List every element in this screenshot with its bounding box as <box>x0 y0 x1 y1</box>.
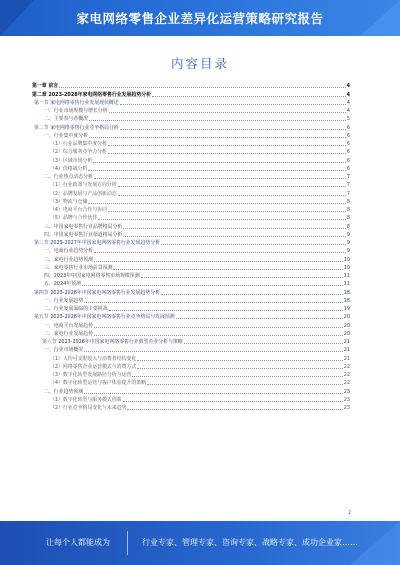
toc-entry-text: 第六节 2023-2028年中国家电网络零售行业典型企业分析与策略 <box>42 339 183 345</box>
toc-entry[interactable] <box>32 198 350 206</box>
toc-entry[interactable] <box>32 222 350 230</box>
toc-entry[interactable] <box>32 99 350 107</box>
toc-leader-dots <box>152 96 346 97</box>
toc-leader-dots <box>94 261 343 262</box>
toc-entry[interactable] <box>32 123 350 131</box>
toc-entry-page: 4 <box>346 99 350 106</box>
toc-entry-text: 第四节 2023-2028年中国家电网络零售行业发展趋势分析 <box>34 289 161 296</box>
footer-slogan-right: 行业专家、管理专家、咨询专家、战略专家、成功企业家…… <box>142 538 358 547</box>
toc-entry-page: 9 <box>346 231 350 238</box>
toc-entry-page: 6 <box>346 149 350 156</box>
toc-entry-text: 一、行业市场概况 <box>44 347 84 354</box>
toc-entry-text: 二、行业热点动态分析 <box>44 174 93 180</box>
toc-leader-dots <box>137 360 343 361</box>
toc-leader-dots <box>82 285 343 286</box>
toc-entry-page: 7 <box>346 174 350 180</box>
toc-entry[interactable] <box>32 396 350 404</box>
toc-leader-dots <box>94 327 343 328</box>
toc-entry-page: 23 <box>343 405 350 411</box>
toc-entry-page: 4 <box>346 108 350 114</box>
toc-entry-text: （4）电商平台合作与协同 <box>50 207 107 213</box>
toc-entry-page: 4 <box>346 83 350 90</box>
toc-entry[interactable] <box>32 264 350 272</box>
toc-leader-dots <box>94 178 346 179</box>
toc-entry-page: 5 <box>346 116 350 123</box>
toc-entry-page: 22 <box>343 363 350 370</box>
toc-entry-text: 三、家电零售行业市场前景预测 <box>44 264 113 271</box>
toc-entry[interactable] <box>32 354 350 362</box>
toc-leader-dots <box>108 211 346 212</box>
toc-leader-dots <box>161 244 346 245</box>
toc-leader-dots <box>84 393 343 394</box>
toc-entry[interactable] <box>32 313 350 321</box>
report-title: 家电网络零售企业差异化运营策略研究报告 <box>76 11 324 26</box>
toc-entry-text: 第一章 前言 <box>32 83 59 90</box>
toc-entry[interactable] <box>32 288 350 296</box>
table-of-contents <box>32 82 350 412</box>
toc-entry[interactable] <box>32 297 350 305</box>
toc-entry-page: 11 <box>343 281 350 288</box>
toc-leader-dots <box>113 269 342 270</box>
toc-entry[interactable] <box>32 255 350 263</box>
toc-leader-dots <box>59 87 345 88</box>
toc-leader-dots <box>88 170 346 171</box>
toc-entry-text: 二、行业发展面临的主要挑战 <box>44 306 108 312</box>
toc-entry[interactable] <box>32 247 350 255</box>
toc-leader-dots <box>109 310 343 311</box>
toc-entry[interactable] <box>32 189 350 197</box>
toc-entry-page: 7 <box>346 182 350 189</box>
toc-entry-text: 五、2024年预测 <box>44 281 81 288</box>
toc-leader-dots <box>176 318 343 319</box>
toc-entry-text: 第二节 家电网络零售行业竞争格局分析 <box>34 124 119 131</box>
toc-entry-text: 一、电商平台发展趋势 <box>44 322 93 329</box>
page-number: 2 <box>348 511 351 516</box>
toc-entry[interactable] <box>32 305 350 313</box>
toc-leader-dots <box>120 129 346 130</box>
toc-entry-page: 9 <box>346 248 350 255</box>
toc-entry-text: 二、主要参与者概况 <box>44 116 89 123</box>
toc-entry[interactable] <box>32 148 350 156</box>
toc-entry-text: （4）数字化转型运营与客户体验提升的策略 <box>50 380 147 387</box>
toc-entry-page: 18 <box>343 289 350 296</box>
toc-entry-text: 第一节 家电网络零售行业发展现状概述 <box>34 99 119 106</box>
toc-entry-page: 7 <box>346 190 350 197</box>
toc-entry-page: 11 <box>343 273 350 279</box>
toc-title: 内容目录 <box>170 56 229 71</box>
footer-divider <box>127 531 128 555</box>
toc-entry[interactable] <box>32 239 350 247</box>
toc-entry[interactable] <box>32 214 350 222</box>
toc-entry-text: （1）人均可支配收入与消费者结构变化 <box>50 355 137 362</box>
toc-leader-dots <box>118 195 346 196</box>
toc-entry-page: 10 <box>343 264 350 271</box>
toc-leader-dots <box>161 294 343 295</box>
toc-entry[interactable] <box>32 363 350 371</box>
toc-entry[interactable] <box>32 90 350 98</box>
toc-leader-dots <box>147 384 343 385</box>
toc-leader-dots <box>123 228 346 229</box>
toc-entry-text: 四、中国家电零售行业渠道格局分析 <box>44 231 123 238</box>
toc-entry-text: 一、电商行业趋势分析 <box>44 248 93 255</box>
toc-entry[interactable] <box>32 330 350 338</box>
toc-entry[interactable] <box>32 280 350 288</box>
page-header <box>0 0 400 36</box>
toc-entry-page: 20 <box>343 330 350 337</box>
toc-entry[interactable] <box>32 321 350 329</box>
toc-entry[interactable] <box>32 140 350 148</box>
toc-entry-text: （2）行业竞争格局变化与未来趋势 <box>50 405 127 411</box>
toc-entry[interactable] <box>32 371 350 379</box>
toc-entry-text: 第二章 2023-2028年家电网络零售行业发展趋势分析 <box>32 91 151 98</box>
toc-entry-page: 23 <box>343 388 350 395</box>
toc-entry-text: 三、中国家电零售行业品牌格局分析 <box>44 223 123 230</box>
toc-entry[interactable] <box>32 338 350 346</box>
toc-entry-page: 6 <box>346 132 350 139</box>
toc-entry-text: （4）价格战分析 <box>50 165 88 172</box>
toc-leader-dots <box>93 162 346 163</box>
toc-entry-text: （5）品牌与合作伙伴 <box>50 215 98 222</box>
toc-entry-page: 18 <box>343 297 350 304</box>
toc-entry[interactable] <box>32 387 350 395</box>
toc-leader-dots <box>98 219 346 220</box>
toc-entry-text: （1）行业政策与发展方向分析 <box>50 182 117 189</box>
toc-entry[interactable] <box>32 346 350 354</box>
toc-leader-dots <box>108 153 346 154</box>
toc-entry-text: （1）数字化转型与服务模式创新 <box>50 396 122 403</box>
toc-entry-page: 8 <box>346 223 350 230</box>
toc-leader-dots <box>120 104 346 105</box>
toc-leader-dots <box>94 252 346 253</box>
toc-entry-text: （2）综合服务竞争力分析 <box>50 149 107 156</box>
page-footer <box>0 521 400 565</box>
toc-entry-page: 21 <box>343 339 350 345</box>
toc-entry-page: 8 <box>346 215 350 222</box>
toc-leader-dots <box>109 112 346 113</box>
toc-entry-page: 21 <box>343 355 350 362</box>
toc-entry[interactable] <box>32 173 350 181</box>
toc-leader-dots <box>88 203 346 204</box>
toc-entry-text: （3）数字化转型发展路径分析与运营 <box>50 372 132 378</box>
toc-entry[interactable] <box>32 206 350 214</box>
toc-entry[interactable] <box>32 272 350 280</box>
toc-leader-dots <box>127 409 342 410</box>
toc-entry-page: 22 <box>343 380 350 387</box>
toc-entry[interactable] <box>32 82 350 90</box>
toc-entry[interactable] <box>32 404 350 412</box>
toc-entry[interactable] <box>32 165 350 173</box>
toc-entry-text: （3）区域市场分析 <box>50 157 93 164</box>
toc-leader-dots <box>123 401 343 402</box>
toc-entry-text: 二、家电行业趋势预测 <box>44 256 93 263</box>
toc-entry-text: （3）物流与仓储 <box>50 198 88 205</box>
toc-entry-text: （2）网络零售企业运营模式与消费方式 <box>50 363 137 370</box>
toc-entry-text: （2）品牌发展与产品创新动态 <box>50 190 117 197</box>
toc-entry-page: 20 <box>343 314 350 321</box>
toc-entry[interactable] <box>32 132 350 140</box>
toc-entry-text: 二、行业趋势预测 <box>44 388 84 395</box>
toc-entry-page: 6 <box>346 165 350 172</box>
toc-entry-page: 6 <box>346 141 350 147</box>
toc-entry-page: 9 <box>346 240 350 246</box>
toc-leader-dots <box>132 376 342 377</box>
toc-entry-page: 8 <box>346 207 350 213</box>
toc-entry[interactable] <box>32 181 350 189</box>
toc-entry-text: （1）行业品牌集中度分析 <box>50 141 107 147</box>
toc-leader-dots <box>89 120 346 121</box>
toc-entry[interactable] <box>32 379 350 387</box>
toc-entry-text: 一、行业市场规模与增长分析 <box>44 108 108 114</box>
toc-leader-dots <box>123 236 346 237</box>
toc-entry-text: 四、2023年中国家电网络零售市场规模预测 <box>44 273 140 279</box>
toc-entry-page: 6 <box>346 124 350 131</box>
toc-entry-page: 6 <box>346 157 350 164</box>
toc-leader-dots <box>137 368 343 369</box>
toc-entry[interactable] <box>32 115 350 123</box>
toc-leader-dots <box>184 343 343 344</box>
toc-entry-text: 第五节 2023-2028年中国家电网络零售行业竞争格局与发展预测 <box>34 314 175 321</box>
toc-entry-page: 20 <box>343 322 350 329</box>
toc-leader-dots <box>94 335 343 336</box>
toc-entry-text: 第三节 2023-2027年中国家电网络零售行业发展趋势分析 <box>34 240 161 246</box>
footer-decoration <box>350 521 400 565</box>
toc-entry-page: 4 <box>346 91 350 98</box>
toc-leader-dots <box>118 186 346 187</box>
toc-leader-dots <box>84 351 343 352</box>
toc-entry[interactable] <box>32 156 350 164</box>
toc-leader-dots <box>141 277 343 278</box>
toc-entry-page: 10 <box>343 256 350 263</box>
toc-entry-text: 一、行业发展趋势 <box>44 297 84 304</box>
toc-entry[interactable] <box>32 231 350 239</box>
toc-entry-text: 一、行业集中度分析 <box>44 132 89 139</box>
toc-entry-page: 8 <box>346 198 350 205</box>
toc-entry-text: 二、家电行业发展趋势 <box>44 330 93 337</box>
toc-leader-dots <box>84 302 343 303</box>
toc-entry-page: 22 <box>343 372 350 378</box>
toc-entry-page: 23 <box>343 396 350 403</box>
toc-entry-page: 21 <box>343 347 350 354</box>
toc-entry-page: 19 <box>343 306 350 312</box>
toc-leader-dots <box>108 145 346 146</box>
toc-leader-dots <box>89 137 346 138</box>
footer-slogan-left: 让每个人都能成为 <box>46 538 110 547</box>
toc-entry[interactable] <box>32 107 350 115</box>
